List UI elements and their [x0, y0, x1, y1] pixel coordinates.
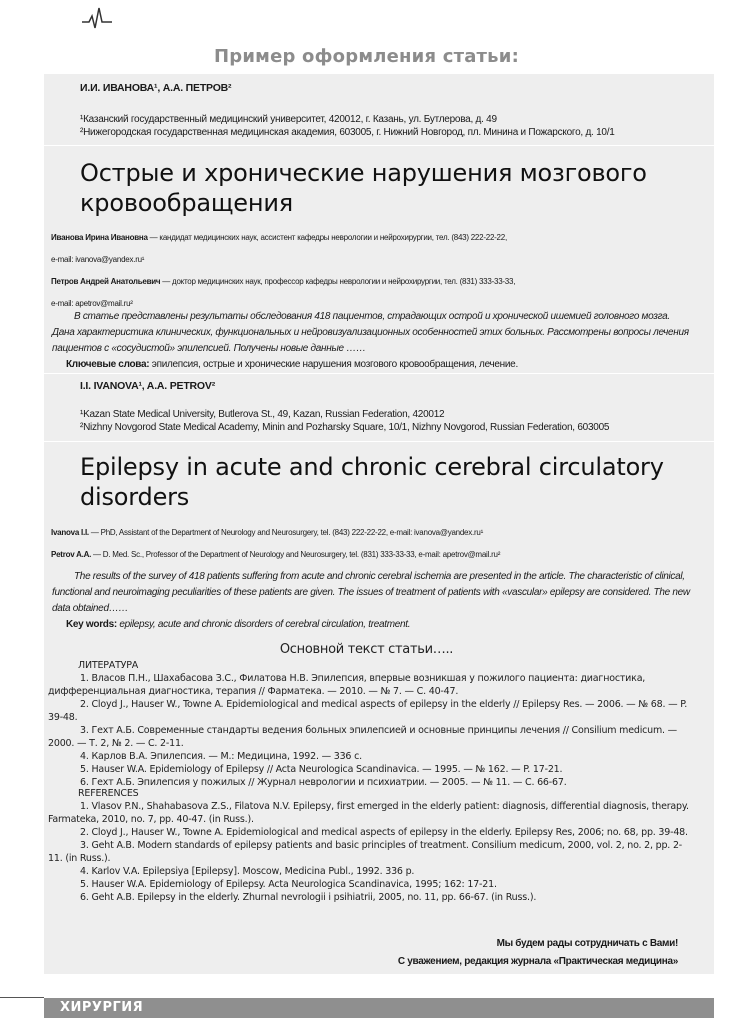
en-abstract-block [52, 569, 692, 633]
literature-item: 5. Hauser W.A. Epidemiology of Epilepsy // Acta Neurologica Scandinavica. — 1995. — № 162. — P. 17-21. [80, 764, 563, 775]
reference-item: 5. Hauser W.A. Epidemiology of Epilepsy. Acta Neurologica Scandinavica, 1995; 162: 17-21. [80, 879, 497, 890]
ru-affiliations [80, 113, 710, 139]
ru-author-contacts [51, 227, 711, 315]
divider [44, 441, 714, 442]
ru-article-title: Острые и хронические нарушения мозгового кровообращения [80, 159, 647, 217]
reference-item: 3. Geht A.B. Modern standards of epilepsy patients and basic principles of treatment. Consilium medicum, 2000, vol. 2, no. 2, pp. 2-11. (in Russ.). [48, 840, 683, 864]
literature-item: 3. Гехт А.Б. Современные стандарты ведения больных эпилепсией и основные принципы лечения // Consilium medicum. — 2000. — Т. 2, № 2. — С. 2-11. [48, 725, 677, 749]
reference-item: 1. Vlasov P.N., Shahabasova Z.S., Filatova N.V. Epilepsy, first emerged in the elderly patient: diagnosis, differential diagnosis, therapy. Farmateka, 2010, no. 7, pp. 40-47. (in Russ.). [48, 801, 689, 825]
literature-item: 6. Гехт А.Б. Эпилепсия у пожилых // Журнал неврологии и психиатрии. — 2005. — № 11. — С. 66-67. [80, 777, 567, 788]
contact-name: Иванова Ирина Ивановна [51, 233, 148, 242]
en-keywords [52, 617, 692, 633]
literature-item: 2. Cloyd J., Hauser W., Towne A. Epidemiological and medical aspects of epilepsy in the elderly // Epilepsy Res. — 2006. — № 68. — P. 39-48. [48, 699, 688, 723]
reference-item: 2. Cloyd J., Hauser W., Towne A. Epidemiological and medical aspects of epilepsy in the elderly. Epilepsy Res, 2006; no. 68, pp. 39-48. [80, 827, 688, 838]
reference-item: 4. Karlov V.A. Epilepsiya [Epilepsy]. Moscow, Medicina Publ., 1992. 336 p. [80, 866, 415, 877]
ru-affiliation-2: ²Нижегородская государственная медицинская академия, 603005, г. Нижний Новгород, пл. Минина и Пожарского, д. 10/1 [80, 127, 615, 138]
contact-name: Петров Андрей Анатольевич [51, 277, 161, 286]
literature-item: 1. Власов П.Н., Шахабасова З.С., Филатова Н.В. Эпилепсия, впервые возникшая у пожилого пациента: диагностика, дифференциальная диагностика, терапия // Фарматека. — 2010. — № 7. — С. 40-47. [48, 673, 646, 697]
contact-info: — D. Med. Sc., Professor of the Department of Neurology and Neurosurgery, tel. (831) 333-33-33, e-mail: apetrov@mail.ru² [91, 550, 501, 559]
en-author-contacts [51, 522, 711, 566]
keywords-text: epilepsy, acute and chronic disorders of cerebral circulation, treatment. [116, 619, 411, 630]
ru-affiliation-1: ¹Казанский государственный медицинский университет, 420012, г. Казань, ул. Бутлерова, д. 49 [80, 114, 497, 125]
closing-line: Мы будем рады сотрудничать с Вами! [496, 938, 678, 949]
divider [44, 373, 714, 374]
reference-item: 6. Geht A.B. Epilepsy in the elderly. Zhurnal nevrologii i psihiatrii, 2005, no. 11, pp. 66-67. (in Russ.). [80, 892, 537, 903]
references-heading: REFERENCES [78, 788, 139, 799]
ru-abstract-block [52, 309, 692, 373]
ru-contact-line [51, 249, 711, 271]
ru-contact-line [51, 227, 711, 249]
ru-authors: И.И. ИВАНОВА¹, А.А. ПЕТРОВ² [80, 82, 232, 94]
divider [44, 145, 714, 146]
ru-contact-line [51, 271, 711, 293]
en-affiliations [80, 408, 710, 434]
footer-section-bar [44, 998, 714, 1018]
contact-info: e-mail: ivanova@yandex.ru¹ [51, 255, 145, 264]
footer-section-label: ХИРУРГИЯ [60, 1000, 144, 1015]
contact-name: Ivanova I.I. [51, 528, 89, 537]
ru-abstract: В статье представлены результаты обследования 418 пациентов, страдающих острой и хронической ишемией головного мозга. Дана характеристика клинических, функциональных и нейровизуализационных особенностей этих больных. Рассмотрены вопросы лечения пациентов с «сосудистой» эпилепсией. Получены новые данные …… [52, 311, 689, 354]
literature-section [48, 659, 693, 789]
en-abstract: The results of the survey of 418 patients suffering from acute and chronic cerebral ischemia are presented in the article. The characteristic of clinical, functional and neuroimaging peculiarities of these patients are given. The issues of treatment of patients with «vascular» epilepsy are considered. The new data obtained…… [52, 571, 690, 614]
main-text-label: Основной текст статьи….. [279, 642, 454, 657]
contact-info: e-mail: apetrov@mail.ru² [51, 299, 133, 308]
en-affiliation-1: ¹Kazan State Medical University, Butlerova St., 49, Kazan, Russian Federation, 420012 [80, 409, 445, 420]
contact-info: — PhD, Assistant of the Department of Neurology and Neurosurgery, tel. (843) 222-22-22, e-mail: ivanova@yandex.ru¹ [88, 528, 484, 537]
references-section [48, 787, 693, 904]
page-heading: Пример оформления статьи: [214, 46, 519, 67]
en-contact-line [51, 522, 711, 544]
contact-info: — доктор медицинских наук, профессор кафедры неврологии и нейрохирургии, тел. (831) 333-33-33, [160, 277, 516, 286]
keywords-label: Ключевые слова: [66, 359, 150, 370]
keywords-label: Key words: [66, 619, 117, 630]
en-affiliation-2: ²Nizhny Novgorod State Medical Academy, Minin and Pozharsky Square, 10/1, Nizhny Novgorod, Russian Federation, 603005 [80, 422, 610, 433]
en-authors: I.I. IVANOVA¹, A.A. PETROV² [80, 380, 215, 392]
ru-keywords [52, 357, 692, 373]
contact-info: — кандидат медицинских наук, ассистент кафедры неврологии и нейрохирургии, тел. (843) 222-22-22, [147, 233, 507, 242]
en-contact-line [51, 544, 711, 566]
closing-line: С уважением, редакция журнала «Практическая медицина» [397, 956, 678, 967]
literature-item: 4. Карлов В.А. Эпилепсия. — М.: Медицина, 1992. — 336 с. [80, 751, 362, 762]
contact-name: Petrov A.A. [51, 550, 92, 559]
en-article-title: Epilepsy in acute and chronic cerebral circulatory disorders [80, 453, 664, 511]
closing-note [300, 935, 678, 971]
literature-heading: ЛИТЕРАТУРА [78, 660, 139, 671]
keywords-text: эпилепсия, острые и хронические нарушения мозгового кровообращения, лечение. [149, 359, 518, 370]
footer-rule [0, 997, 44, 998]
heartbeat-logo-icon [80, 6, 114, 30]
